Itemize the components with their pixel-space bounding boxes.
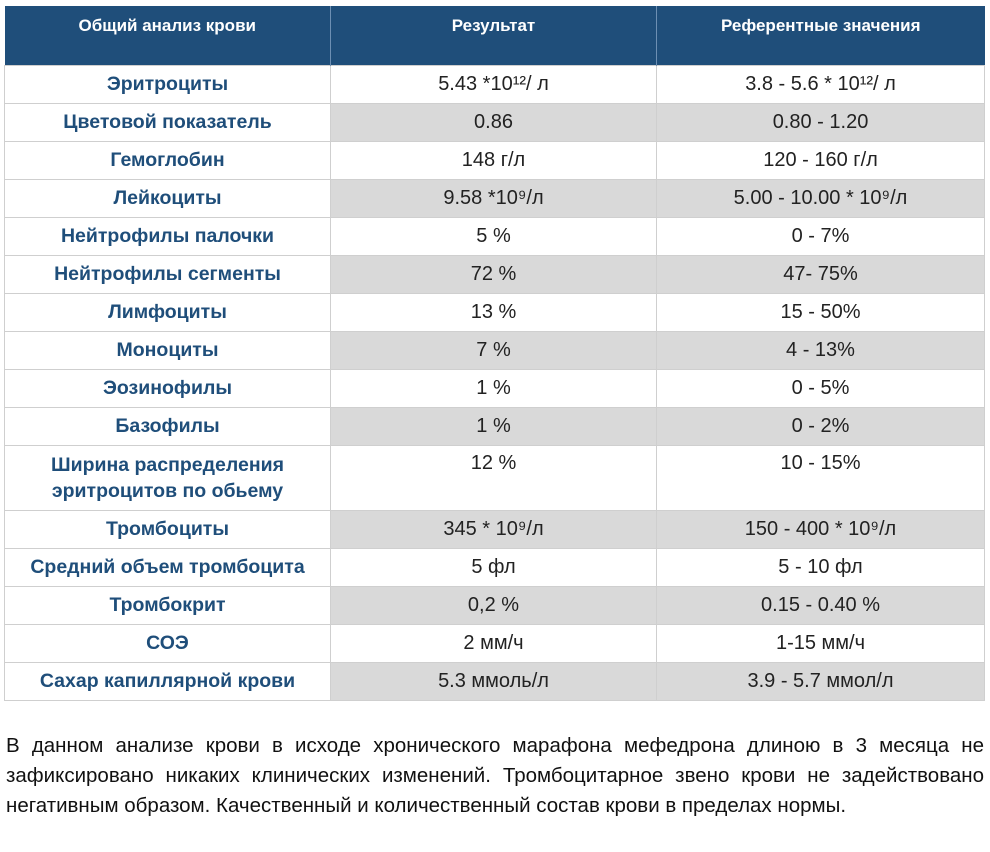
row-result: 345 * 10⁹/л — [331, 510, 657, 548]
blood-test-table — [4, 6, 985, 701]
row-reference: 0.80 - 1.20 — [657, 103, 985, 141]
row-name — [5, 445, 331, 510]
row-result: 5.3 ммоль/л — [331, 662, 657, 700]
row-name: Средний объем тромбоцита — [5, 548, 331, 586]
row-name: Эозинофилы — [5, 369, 331, 407]
row-reference: 15 - 50% — [657, 293, 985, 331]
row-name-line1: Ширина распределения — [50, 453, 284, 476]
row-result: 72 % — [331, 255, 657, 293]
row-result: 5 фл — [331, 548, 657, 586]
row-name: Лимфоциты — [5, 293, 331, 331]
table-row — [5, 179, 985, 217]
header-test-name: Общий анализ крови — [5, 6, 331, 65]
table-row — [5, 255, 985, 293]
row-reference: 0 - 7% — [657, 217, 985, 255]
table-row — [5, 331, 985, 369]
row-name: СОЭ — [5, 624, 331, 662]
table-row — [5, 217, 985, 255]
row-name: Моноциты — [5, 331, 331, 369]
row-reference: 47- 75% — [657, 255, 985, 293]
row-name: Сахар капиллярной крови — [5, 662, 331, 700]
row-reference: 4 - 13% — [657, 331, 985, 369]
row-reference: 1-15 мм/ч — [657, 624, 985, 662]
row-reference: 5.00 - 10.00 * 10⁹/л — [657, 179, 985, 217]
row-name: Нейтрофилы сегменты — [5, 255, 331, 293]
row-name-line2: эритроцитов по обьему — [51, 479, 284, 502]
table-row — [5, 65, 985, 103]
row-result: 13 % — [331, 293, 657, 331]
row-result: 148 г/л — [331, 141, 657, 179]
row-result: 5.43 *10¹²/ л — [331, 65, 657, 103]
row-name: Тромбоциты — [5, 510, 331, 548]
row-reference: 5 - 10 фл — [657, 548, 985, 586]
row-name: Нейтрофилы палочки — [5, 217, 331, 255]
table-row — [5, 586, 985, 624]
row-name: Гемоглобин — [5, 141, 331, 179]
table-row — [5, 510, 985, 548]
table-row — [5, 662, 985, 700]
row-name: Эритроциты — [5, 65, 331, 103]
row-result: 5 % — [331, 217, 657, 255]
row-name: Тромбокрит — [5, 586, 331, 624]
header-reference: Референтные значения — [657, 6, 985, 65]
row-name: Цветовой показатель — [5, 103, 331, 141]
table-row — [5, 293, 985, 331]
row-reference: 3.8 - 5.6 * 10¹²/ л — [657, 65, 985, 103]
row-result: 12 % — [331, 445, 657, 510]
table-header-row — [5, 6, 985, 65]
row-result: 0.86 — [331, 103, 657, 141]
row-reference: 150 - 400 * 10⁹/л — [657, 510, 985, 548]
row-reference: 0 - 2% — [657, 407, 985, 445]
table-row — [5, 624, 985, 662]
row-reference: 0.15 - 0.40 % — [657, 586, 985, 624]
summary-paragraph: В данном анализе крови в исходе хронического марафона мефедрона длиною в 3 месяца не зафиксировано никаких клинических изменений. Тромбоцитарное звено крови не задействовано негативным образом. Качественный и количественный состав крови в пределах нормы. — [6, 734, 984, 817]
table-row — [5, 548, 985, 586]
row-result: 0,2 % — [331, 586, 657, 624]
row-reference: 0 - 5% — [657, 369, 985, 407]
table-row — [5, 103, 985, 141]
header-result: Результат — [331, 6, 657, 65]
table-row — [5, 445, 985, 510]
table-row — [5, 141, 985, 179]
row-name: Лейкоциты — [5, 179, 331, 217]
table-row — [5, 369, 985, 407]
row-result: 9.58 *10⁹/л — [331, 179, 657, 217]
row-result: 1 % — [331, 369, 657, 407]
row-result: 1 % — [331, 407, 657, 445]
row-result: 2 мм/ч — [331, 624, 657, 662]
table-row — [5, 407, 985, 445]
row-reference: 120 - 160 г/л — [657, 141, 985, 179]
row-reference: 3.9 - 5.7 ммол/л — [657, 662, 985, 700]
row-result: 7 % — [331, 331, 657, 369]
row-name: Базофилы — [5, 407, 331, 445]
row-reference: 10 - 15% — [657, 445, 985, 510]
